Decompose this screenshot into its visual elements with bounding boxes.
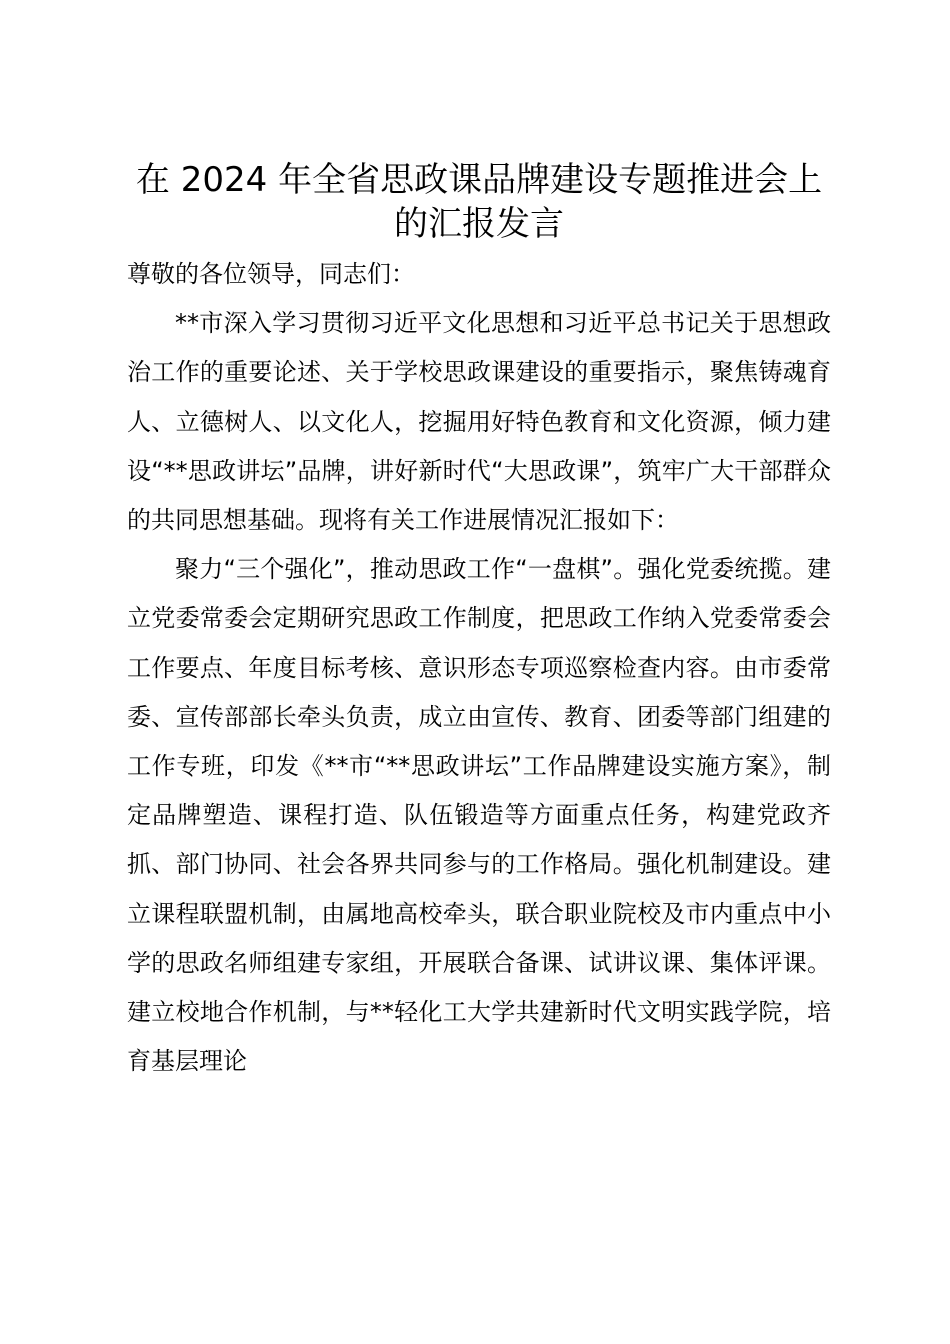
paragraph-three-strengthenings: 聚力“三个强化”，推动思政工作“一盘棋”。强化党委统揽。建立党委常委会定期研究思政工作制度，把思政工作纳入党委常委会工作要点、年度目标考核、意识形态专项巡察检查内容。由市委常委、宣传部部长牵头负责，成立由宣传、教育、团委等部门组建的工作专班，印发《**市“**思政讲坛”工作品牌建设实施方案》，制定品牌塑造、课程打造、队伍锻造等方面重点任务，构建党政齐抓、部门协同、社会各界共同参与的工作格局。强化机制建设。建立课程联盟机制，由属地高校牵头，联合职业院校及市内重点中小学的思政名师组建专家组，开展联合备课、试讲议课、集体评课。建立校地合作机制，与**轻化工大学共建新时代文明实践学院，培育基层理论: [127, 555, 831, 1076]
title-line-2: 的汇报发言: [394, 204, 564, 244]
paragraph-intro: **市深入学习贯彻习近平文化思想和习近平总书记关于思想政治工作的重要论述、关于学校思政课建设的重要指示，聚焦铸魂育人、立德树人、以文化人，挖掘用好特色教育和文化资源，倾力建设“**思政讲坛”品牌，讲好新时代“大思政课”，筑牢广大干部群众的共同思想基础。现将有关工作进展情况汇报如下：: [127, 309, 831, 535]
document-title: [127, 158, 831, 246]
greeting: 尊敬的各位领导，同志们：: [127, 260, 415, 288]
title-line-1: 在 2024 年全省思政课品牌建设专题推进会上: [135, 160, 823, 200]
document-body: [127, 158, 831, 1086]
